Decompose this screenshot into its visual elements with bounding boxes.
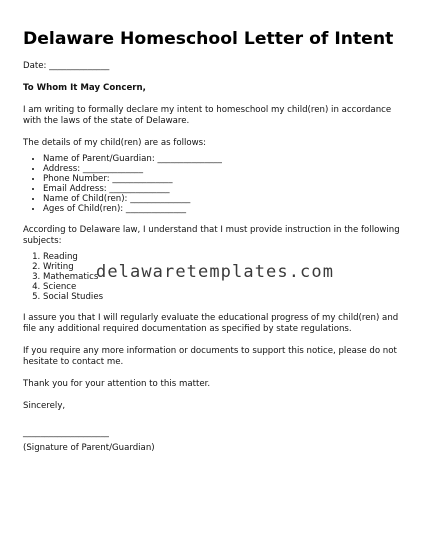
signature-label: (Signature of Parent/Guardian): [23, 443, 155, 453]
document-title: Delaware Homeschool Letter of Intent: [23, 29, 394, 49]
details-list: [23, 154, 408, 214]
list-item: 4. Science: [43, 282, 408, 292]
contact-paragraph: If you require any more information or documents to support this notice, please do not hesitate to contact me.: [23, 346, 397, 367]
list-item: • Ages of Child(ren): ______________: [43, 204, 408, 214]
list-item: 2. Writing: [43, 262, 408, 272]
list-item: 3. Mathematics: [43, 272, 408, 282]
signature-line: ____________________: [23, 428, 109, 438]
details-intro: The details of my child(ren) are as follows:: [23, 138, 207, 148]
list-item: 1. Reading: [43, 252, 408, 262]
list-item: • Address: ______________: [43, 164, 408, 174]
salutation: To Whom It May Concern,: [23, 83, 146, 93]
list-item: • Phone Number: ______________: [43, 174, 408, 184]
list-item: • Email Address: ______________: [43, 184, 408, 194]
list-item: • Name of Child(ren): ______________: [43, 194, 408, 204]
watermark: delawaretemplates.com: [96, 262, 335, 282]
law-intro: According to Delaware law, I understand that I must provide instruction in the following subjects:: [23, 225, 400, 246]
date-line: Date: ______________: [23, 61, 110, 71]
assurance-paragraph: I assure you that I will regularly evaluate the educational progress of my child(ren) and file any additional required documentation as specified by state regulations.: [23, 313, 399, 334]
closing: Sincerely,: [23, 401, 66, 411]
list-item: 5. Social Studies: [43, 292, 408, 302]
thanks-paragraph: Thank you for your attention to this matter.: [23, 379, 211, 389]
list-item: • Name of Parent/Guardian: _______________: [43, 154, 408, 164]
letter-document: [23, 28, 408, 465]
intro-paragraph: I am writing to formally declare my intent to homeschool my child(ren) in accordance with the laws of the state of Delaware.: [23, 105, 392, 126]
